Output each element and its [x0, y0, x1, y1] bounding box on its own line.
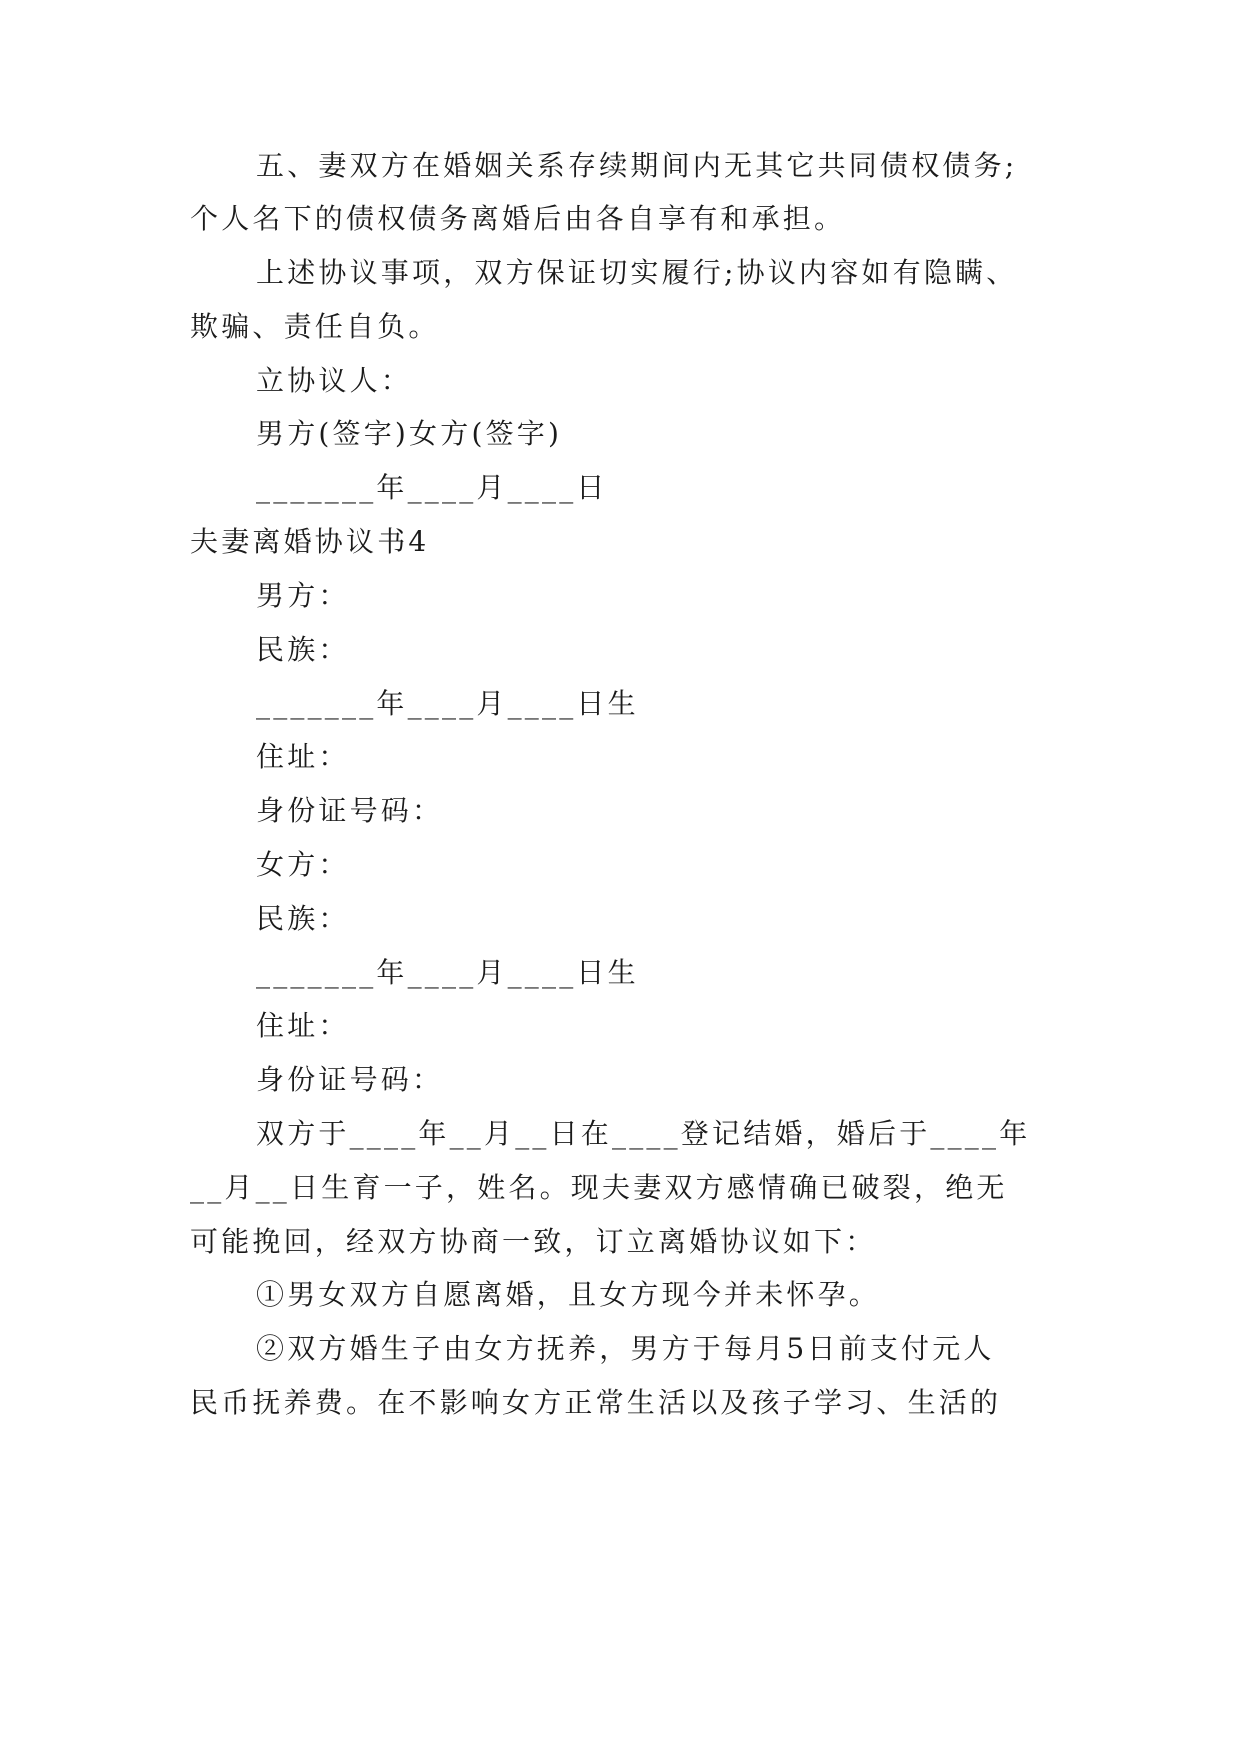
field-address: 住址：: [256, 1009, 350, 1042]
field-female: 女方：: [256, 848, 350, 881]
paragraph-line: 个人名下的债权债务离婚后由各自享有和承担。: [190, 202, 846, 235]
paragraph-line: 可能挽回，经双方协商一致，订立离婚协议如下：: [190, 1225, 877, 1258]
date-blank-line: _______年____月____日: [256, 471, 608, 504]
field-id-number: 身份证号码：: [256, 794, 444, 827]
paragraph-line: __月__日生育一子，姓名。现夫妻双方感情确已破裂，绝无: [190, 1171, 1008, 1204]
signature-line: 男方(签字)女方(签字): [256, 417, 563, 450]
field-birth-date: _______年____月____日生: [256, 956, 639, 989]
paragraph-line: 民币抚养费。在不影响女方正常生活以及孩子学习、生活的: [190, 1386, 1002, 1419]
section-title: 夫妻离婚协议书4: [190, 525, 430, 558]
clause-2: ②双方婚生子由女方抚养，男方于每月5日前支付元人: [256, 1332, 995, 1365]
paragraph-line: 双方于____年__月__日在____登记结婚，婚后于____年: [256, 1117, 1031, 1150]
field-ethnicity: 民族：: [256, 902, 350, 935]
clause-1: ①男女双方自愿离婚，且女方现今并未怀孕。: [256, 1278, 881, 1311]
field-id-number: 身份证号码：: [256, 1063, 444, 1096]
paragraph-line: 五、妻双方在婚姻关系存续期间内无其它共同债权债务;: [256, 149, 1018, 182]
signatories-label: 立协议人：: [256, 364, 413, 397]
field-birth-date: _______年____月____日生: [256, 687, 639, 720]
field-ethnicity: 民族：: [256, 633, 350, 666]
field-male: 男方：: [256, 579, 350, 612]
field-address: 住址：: [256, 740, 350, 773]
paragraph-line: 上述协议事项，双方保证切实履行;协议内容如有隐瞒、: [256, 256, 1018, 289]
paragraph-line: 欺骗、责任自负。: [190, 310, 440, 343]
